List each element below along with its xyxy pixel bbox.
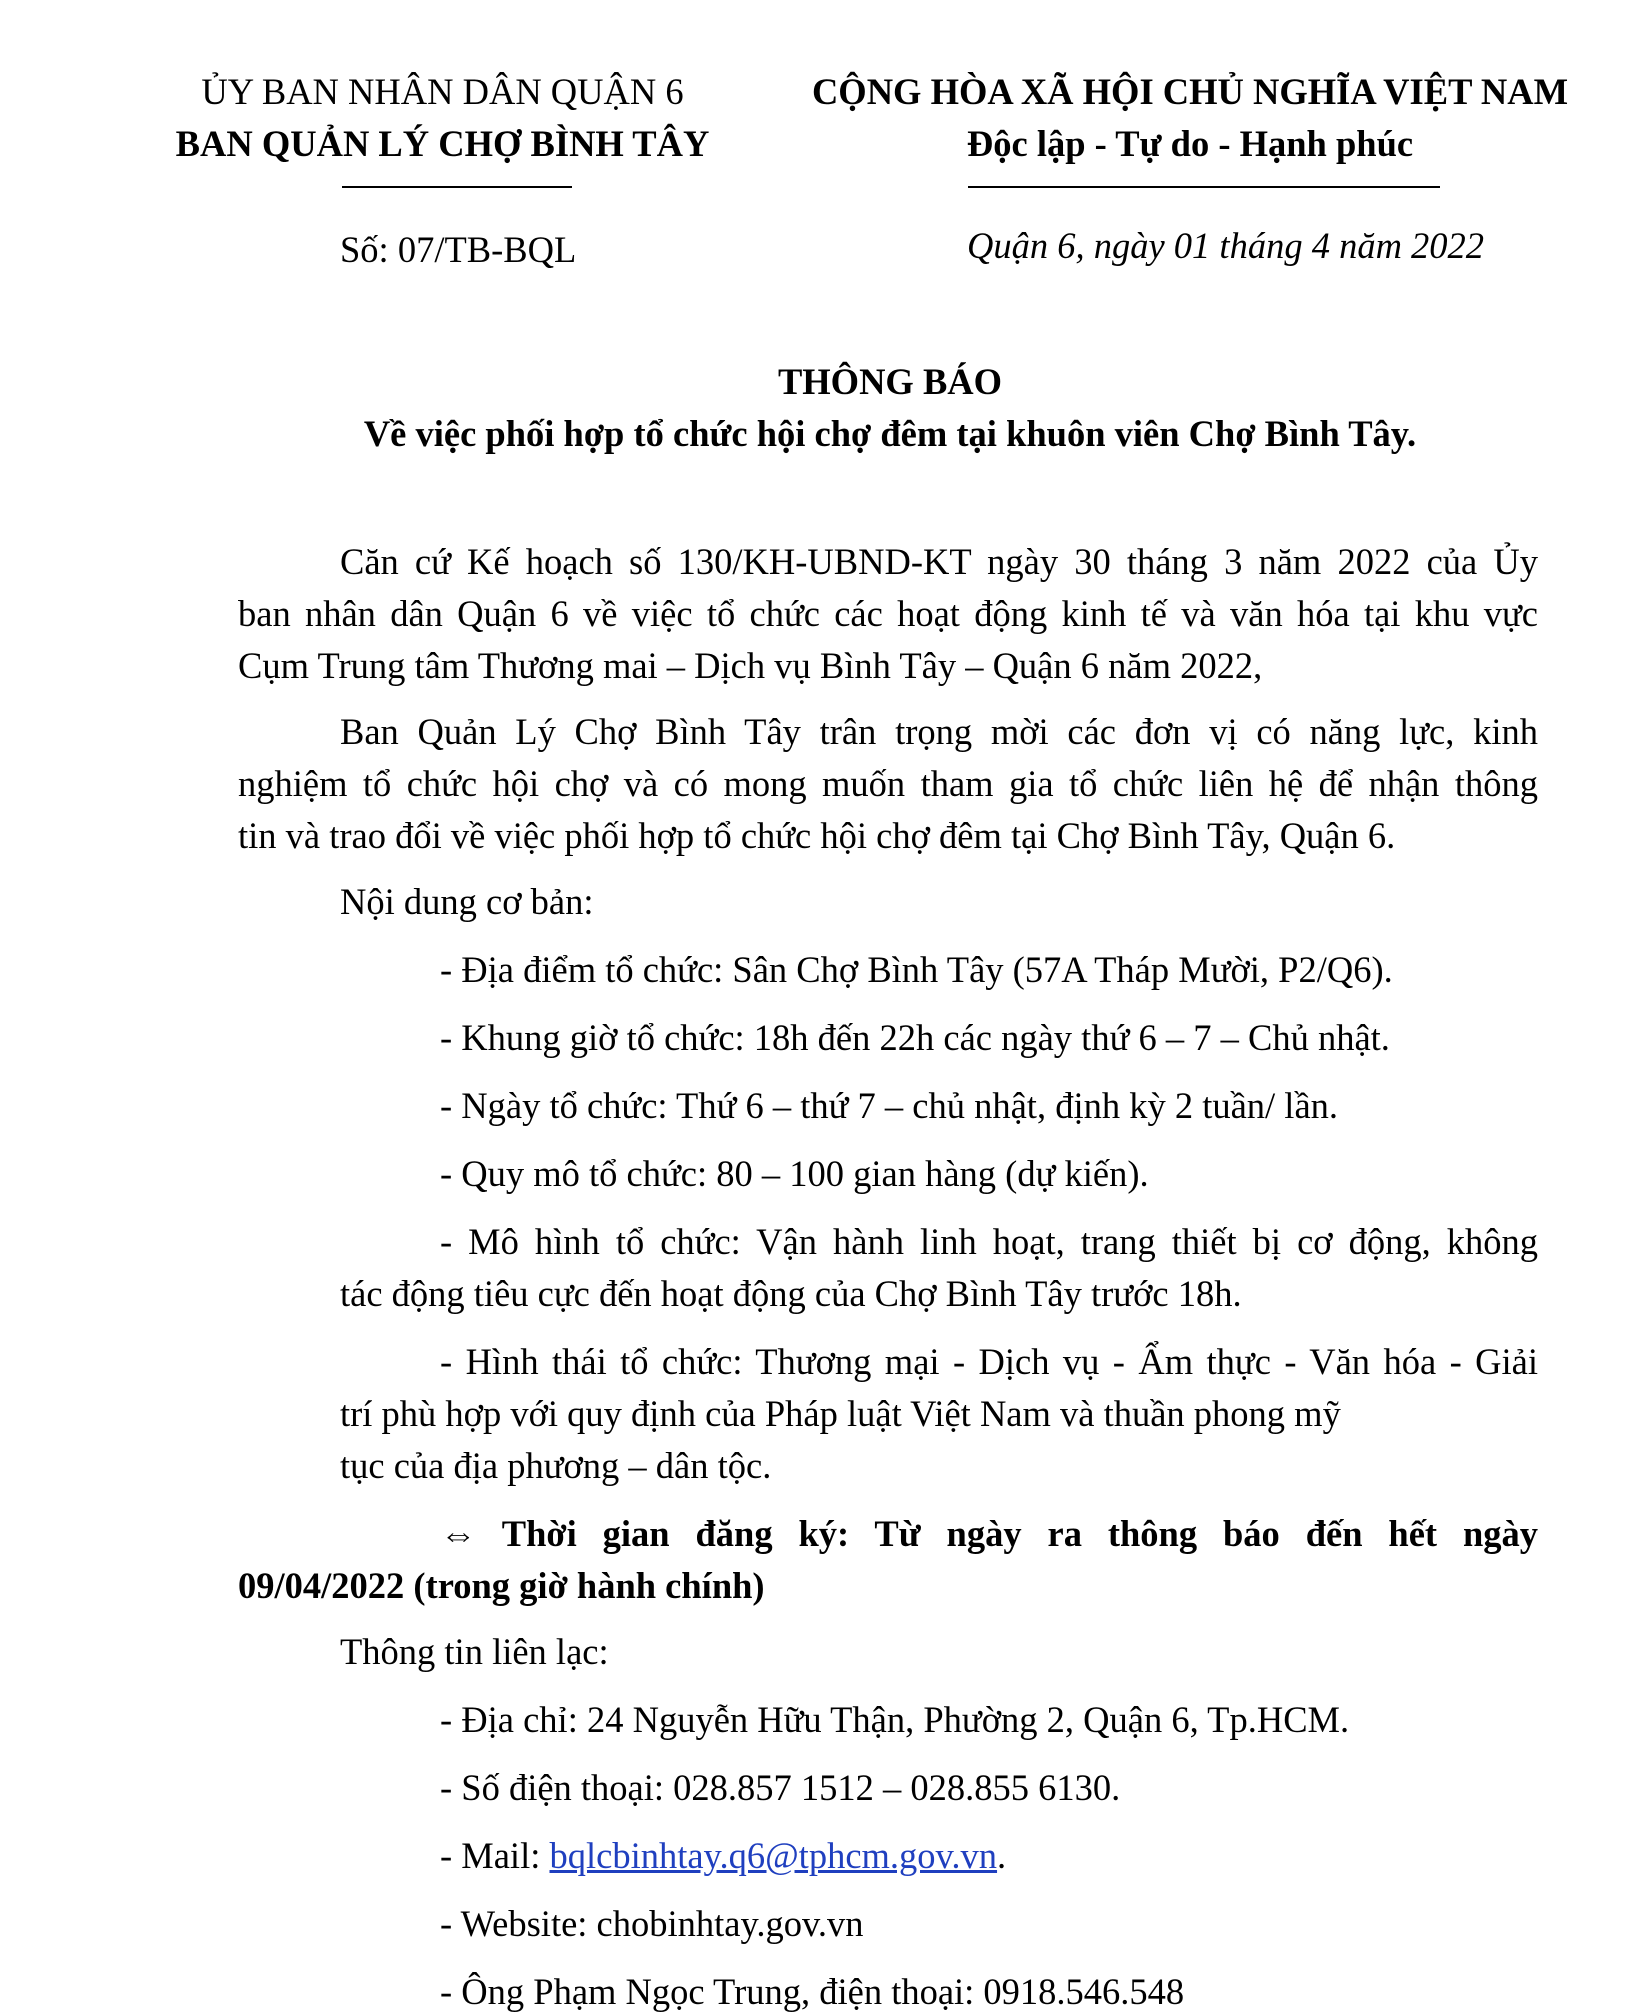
item-days: - Ngày tổ chức: Thứ 6 – thứ 7 – chủ nhật, định kỳ 2 tuần/ lần. (440, 1085, 1339, 1126)
issuer-parent: ỦY BAN NHÂN DÂN QUẬN 6 (201, 71, 684, 112)
item-form-line-3: tục của địa phương – dân tộc. (340, 1445, 772, 1486)
issuer-underline (342, 186, 572, 188)
document-title: THÔNG BÁO (777, 361, 1003, 402)
paragraph-1-line-2: ban nhân dân Quận 6 về việc tổ chức các hoạt động kinh tế và văn hóa tại khu vực (238, 593, 1538, 634)
place-date: Quận 6, ngày 01 tháng 4 năm 2022 (967, 225, 1485, 266)
item-form-line-2: trí phù hợp với quy định của Pháp luật Việt Nam và thuần phong mỹ (340, 1393, 1341, 1434)
contact-address: - Địa chỉ: 24 Nguyễn Hữu Thận, Phường 2, Quận 6, Tp.HCM. (440, 1699, 1350, 1740)
item-time-frame: - Khung giờ tổ chức: 18h đến 22h các ngày thứ 6 – 7 – Chủ nhật. (440, 1017, 1390, 1058)
contact-heading: Thông tin liên lạc: (340, 1631, 609, 1672)
paragraph-1-line-1: Căn cứ Kế hoạch số 130/KH-UBND-KT ngày 30 tháng 3 năm 2022 của Ủy (340, 541, 1538, 582)
item-model-line-2: tác động tiêu cực đến hoạt động của Chợ Bình Tây trước 18h. (340, 1273, 1242, 1314)
item-scale: - Quy mô tổ chức: 80 – 100 gian hàng (dự kiến). (440, 1153, 1149, 1194)
national-title: CỘNG HÒA XÃ HỘI CHỦ NGHĨA VIỆT NAM (811, 71, 1569, 112)
motto-underline (968, 186, 1440, 188)
contact-mail-prefix: - Mail: (440, 1835, 550, 1876)
document-subtitle: Về việc phối hợp tổ chức hội chợ đêm tại khuôn viên Chợ Bình Tây. (363, 413, 1417, 454)
paragraph-2-line-1: Ban Quản Lý Chợ Bình Tây trân trọng mời các đơn vị có năng lực, kinh (340, 711, 1538, 752)
item-location: - Địa điểm tổ chức: Sân Chợ Bình Tây (57A Tháp Mười, P2/Q6). (440, 949, 1393, 990)
contact-mail-suffix: . (997, 1835, 1007, 1876)
issuer-name: BAN QUẢN LÝ CHỢ BÌNH TÂY (175, 123, 710, 164)
content-heading: Nội dung cơ bản: (340, 881, 594, 922)
paragraph-2-line-2: nghiệm tổ chức hội chợ và có mong muốn tham gia tổ chức liên hệ để nhận thông (238, 763, 1538, 804)
paragraph-1-line-3: Cụm Trung tâm Thương mai – Dịch vụ Bình Tây – Quận 6 năm 2022, (238, 645, 1263, 686)
item-model-line-1: - Mô hình tổ chức: Vận hành linh hoạt, trang thiết bị cơ động, không (440, 1221, 1538, 1262)
registration-line-1: ⇔ Thời gian đăng ký: Từ ngày ra thông báo đến hết ngày (440, 1513, 1538, 1554)
contact-person: - Ông Phạm Ngọc Trung, điện thoại: 0918.546.548 (440, 1971, 1185, 2012)
national-motto: Độc lập - Tự do - Hạnh phúc (966, 123, 1414, 164)
contact-mail-link[interactable]: bqlcbinhtay.q6@tphcm.gov.vn (549, 1835, 998, 1876)
paragraph-2-line-3: tin và trao đổi về việc phối hợp tổ chức hội chợ đêm tại Chợ Bình Tây, Quận 6. (238, 815, 1396, 856)
registration-line-2: 09/04/2022 (trong giờ hành chính) (238, 1565, 765, 1606)
contact-phone: - Số điện thoại: 028.857 1512 – 028.855 6130. (440, 1767, 1121, 1808)
contact-website: - Website: chobinhtay.gov.vn (440, 1903, 864, 1944)
document-number: Số: 07/TB-BQL (340, 229, 577, 270)
contact-mail-line (440, 1834, 1006, 1878)
item-form-line-1: - Hình thái tổ chức: Thương mại - Dịch vụ - Ẩm thực - Văn hóa - Giải (440, 1341, 1538, 1382)
